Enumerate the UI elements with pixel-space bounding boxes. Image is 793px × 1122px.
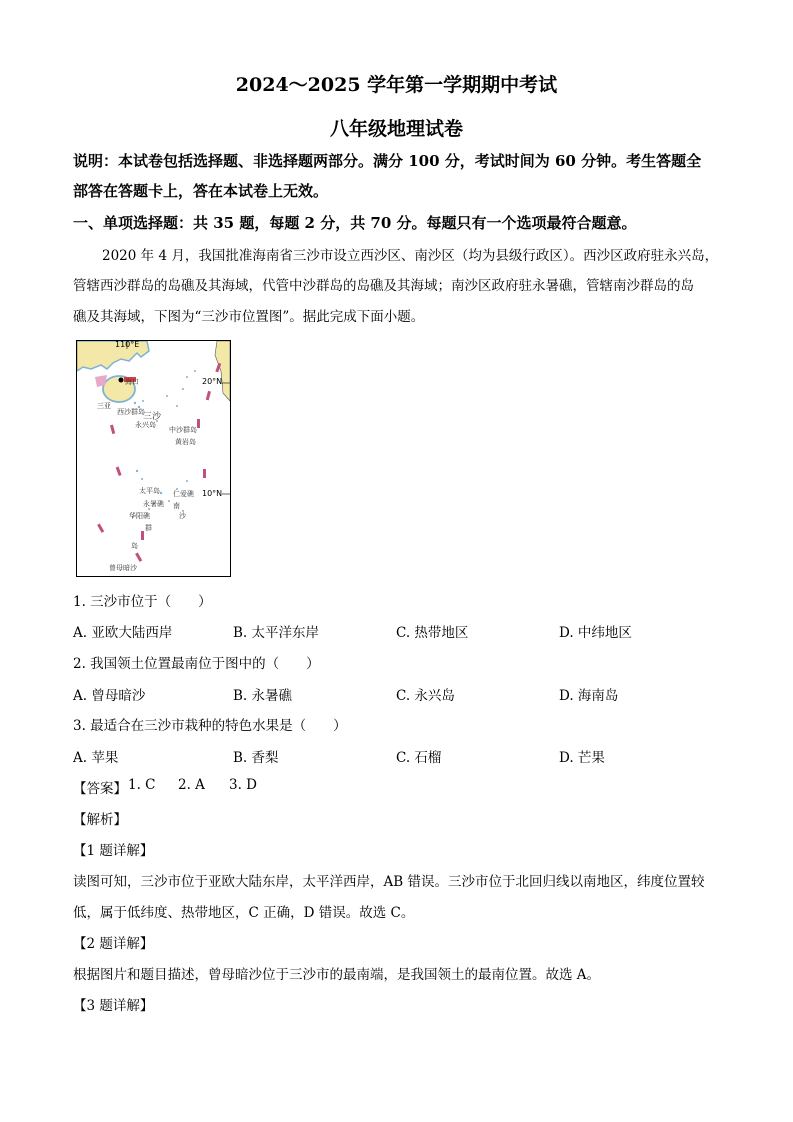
answer-1: 1. C	[128, 777, 156, 793]
question-1-stem: 1. 三沙市位于（ ）	[73, 594, 212, 610]
analysis-label: 【解析】	[73, 812, 127, 828]
q3-analysis-heading: 【3 题详解】	[73, 998, 154, 1014]
q2-option-d: D. 海南岛	[559, 688, 619, 704]
q2-option-b: B. 永暑礁	[233, 688, 293, 704]
sanya-label: 三亚	[97, 402, 111, 410]
yongshu-label: 永暑礁	[143, 500, 164, 508]
q1-analysis-heading: 【1 题详解】	[73, 843, 154, 859]
haikou-marker	[119, 378, 124, 383]
lon-110-label: 110°E	[115, 340, 140, 349]
passage-line-3: 礁及其海域，下图为“三沙市位置图”。据此完成下面小题。	[73, 309, 425, 325]
question-2-stem: 2. 我国领土位置最南位于图中的（ ）	[73, 656, 320, 672]
section-heading: 一、单项选择题：共 35 题，每题 2 分，共 70 分。每题只有一个选项最符合题意。	[73, 214, 637, 232]
exam-subtitle: 八年级地理试卷	[329, 118, 463, 140]
xisha-label: 西沙群岛	[117, 408, 145, 416]
renai-label: 仁爱礁	[173, 490, 194, 498]
instructions-line-2: 部答在答题卡上，答在本试卷上无效。	[73, 182, 329, 200]
q2-option-c: C. 永兴岛	[396, 688, 455, 704]
sansha-location-map	[76, 340, 231, 577]
answer-3: 3. D	[229, 777, 257, 793]
taiping-label: 太平岛	[139, 487, 160, 495]
lat-20-label: 20°N	[202, 377, 223, 386]
q1-analysis-line-2: 低，属于低纬度、热带地区，C 正确，D 错误。故选 C。	[73, 905, 415, 921]
yongxing-label: 永兴岛	[135, 421, 156, 429]
nansha-char-1: 南	[173, 502, 180, 510]
answer-2: 2. A	[178, 777, 205, 793]
zhongsha-label: 中沙群岛	[169, 426, 197, 434]
zengmu-label: 曾母暗沙	[109, 564, 137, 572]
passage-line-1: 2020 年 4 月，我国批准海南省三沙市设立西沙区、南沙区（均为县级行政区）。西沙区政府驻永兴岛，	[102, 248, 719, 264]
q1-option-c: C. 热带地区	[396, 625, 469, 641]
haikou-label: 海口	[125, 378, 139, 386]
sansha-label: 三沙	[143, 412, 162, 422]
q3-option-a: A. 苹果	[73, 750, 119, 766]
nansha-char-2: 沙	[179, 512, 186, 520]
q2-option-a: A. 曾母暗沙	[73, 688, 146, 704]
q2-analysis-line-1: 根据图片和题目描述，曾母暗沙位于三沙市的最南端，是我国领土的最南位置。故选 A。	[73, 967, 601, 983]
q3-option-b: B. 香梨	[233, 750, 279, 766]
lat-10-label: 10°N	[202, 489, 223, 498]
q3-option-c: C. 石榴	[396, 750, 442, 766]
q1-option-b: B. 太平洋东岸	[233, 625, 320, 641]
qundao-char-1: 群	[145, 524, 152, 532]
q1-option-d: D. 中纬地区	[559, 625, 632, 641]
qundao-char-2: 岛	[131, 542, 138, 550]
question-3-stem: 3. 最适合在三沙市栽种的特色水果是（ ）	[73, 718, 347, 734]
huangyan-label: 黄岩岛	[175, 438, 196, 446]
instructions-line-1: 说明：本试卷包括选择题、非选择题两部分。满分 100 分，考试时间为 60 分钟。考生答题全	[73, 152, 702, 170]
huayang-label: 华阳礁	[129, 512, 150, 520]
exam-title: 2024～2025 学年第一学期期中考试	[235, 74, 558, 96]
passage-line-2: 管辖西沙群岛的岛礁及其海域，代管中沙群岛的岛礁及其海域；南沙区政府驻永暑礁，管辖南沙群岛的岛	[73, 278, 694, 294]
q1-analysis-line-1: 读图可知，三沙市位于亚欧大陆东岸，太平洋西岸，AB 错误。三沙市位于北回归线以南地区，纬度位置较	[73, 874, 705, 890]
answer-label: 【答案】	[73, 781, 127, 797]
q3-option-d: D. 芒果	[559, 750, 605, 766]
q2-analysis-heading: 【2 题详解】	[73, 936, 154, 952]
q1-option-a: A. 亚欧大陆西岸	[73, 625, 173, 641]
